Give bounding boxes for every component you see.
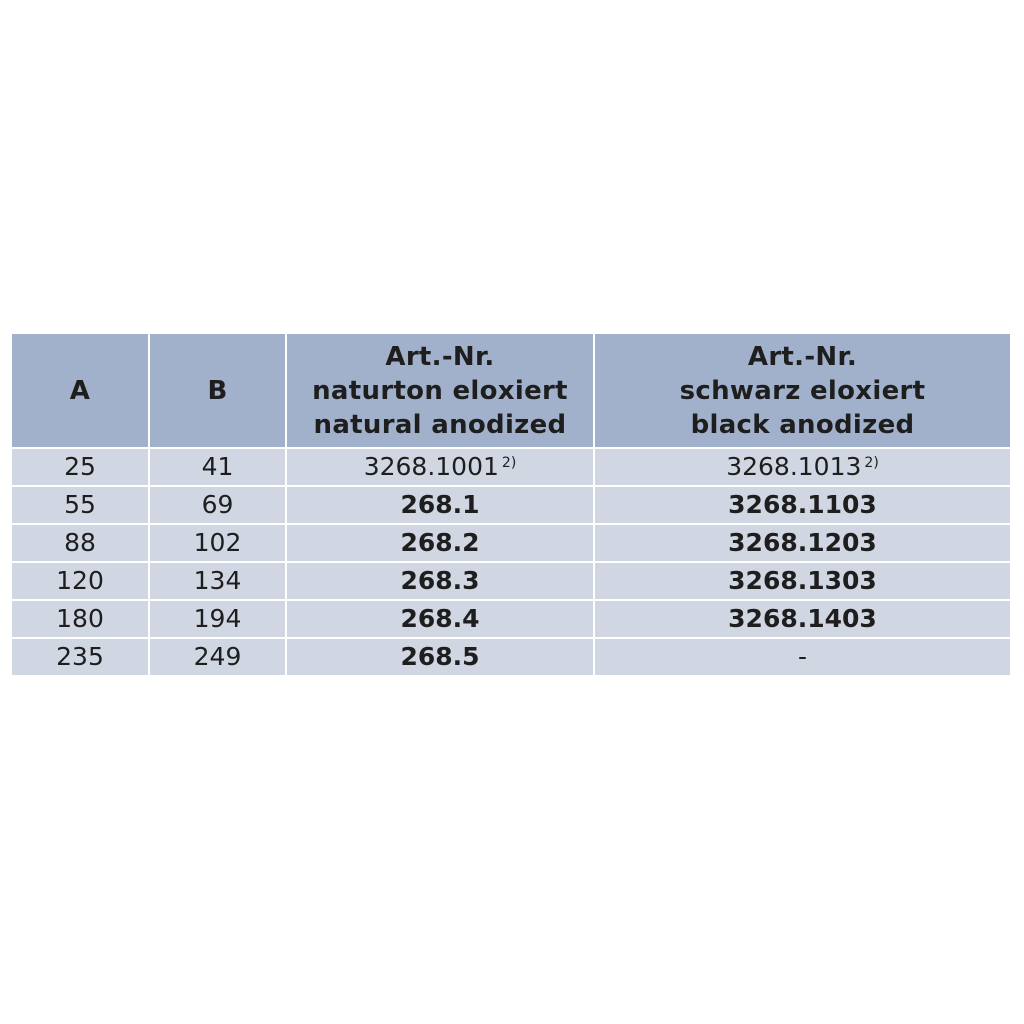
header-black-line-3: black anodized	[690, 409, 915, 440]
table-row	[12, 524, 1010, 562]
cell-b: 194	[149, 600, 286, 638]
header-a-label: A	[69, 375, 91, 406]
header-natural-line-3: natural anodized	[313, 409, 567, 440]
cell-natural-article: 268.1	[286, 486, 594, 524]
header-row	[12, 334, 1010, 448]
cell-natural-article: 268.2	[286, 524, 594, 562]
article-number: 3268.1001	[363, 452, 499, 481]
header-natural-line-2: naturton eloxiert	[312, 375, 568, 406]
cell-black-article: -	[594, 638, 1010, 675]
table-row	[12, 638, 1010, 675]
cell-b: 69	[149, 486, 286, 524]
cell-a: 25	[12, 448, 149, 486]
header-black-anodized	[594, 334, 1010, 448]
cell-a: 88	[12, 524, 149, 562]
cell-natural-article	[286, 448, 594, 486]
header-black-line-2: schwarz eloxiert	[679, 375, 926, 406]
table-row	[12, 486, 1010, 524]
header-black-line-1: Art.-Nr.	[747, 341, 858, 372]
cell-natural-article: 268.4	[286, 600, 594, 638]
cell-natural-article: 268.3	[286, 562, 594, 600]
cell-b: 134	[149, 562, 286, 600]
footnote-marker: 2)	[501, 455, 517, 471]
cell-natural-article: 268.5	[286, 638, 594, 675]
header-b-label: B	[207, 375, 228, 406]
footnote-marker: 2)	[864, 455, 879, 471]
table-row	[12, 600, 1010, 638]
cell-a: 235	[12, 638, 149, 675]
cell-a: 120	[12, 562, 149, 600]
cell-a: 55	[12, 486, 149, 524]
cell-b: 102	[149, 524, 286, 562]
table-row	[12, 448, 1010, 486]
cell-black-article: 3268.1403	[594, 600, 1010, 638]
article-number: 3268.1013	[726, 452, 862, 481]
cell-black-article: 3268.1103	[594, 486, 1010, 524]
header-b	[149, 334, 286, 448]
article-number-table	[12, 334, 1010, 675]
header-natural-anodized	[286, 334, 594, 448]
cell-black-article: 3268.1203	[594, 524, 1010, 562]
table-row	[12, 562, 1010, 600]
cell-a: 180	[12, 600, 149, 638]
cell-b: 41	[149, 448, 286, 486]
cell-b: 249	[149, 638, 286, 675]
cell-black-article: 3268.1303	[594, 562, 1010, 600]
header-natural-line-1: Art.-Nr.	[385, 341, 495, 372]
header-a	[12, 334, 149, 448]
cell-black-article	[594, 448, 1010, 486]
